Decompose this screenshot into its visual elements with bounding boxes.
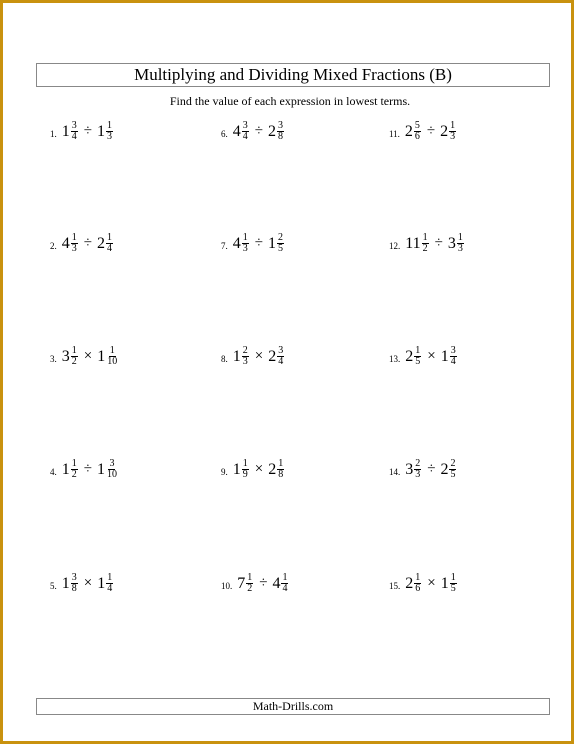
whole-number: 2: [440, 460, 449, 478]
whole-number: 1: [61, 574, 70, 592]
fraction: [281, 573, 288, 594]
numerator: 1: [415, 572, 421, 583]
problem-number: 8.: [221, 353, 228, 364]
operator-symbol: ÷: [83, 235, 92, 251]
whole-number: 3: [405, 460, 414, 478]
denominator: 2: [71, 356, 77, 367]
whole-number: 1: [232, 347, 241, 365]
problem-item: [389, 459, 457, 480]
numerator: 2: [450, 458, 456, 469]
denominator: 3: [457, 243, 463, 254]
numerator: 2: [415, 458, 421, 469]
denominator: 3: [71, 243, 77, 254]
whole-number: 1: [96, 122, 105, 140]
fraction: [242, 233, 249, 254]
whole-number: 1: [61, 122, 70, 140]
operator-symbol: ×: [83, 575, 93, 591]
denominator: 4: [106, 243, 112, 254]
operator-symbol: ÷: [254, 123, 263, 139]
fraction: [414, 459, 421, 480]
numerator: 1: [107, 572, 113, 583]
whole-number: 2: [440, 122, 449, 140]
denominator: 6: [414, 131, 420, 142]
whole-number: 1: [96, 460, 105, 478]
fraction: [106, 459, 118, 480]
whole-number: 2: [268, 347, 277, 365]
denominator: 2: [71, 469, 77, 480]
whole-number: 1: [97, 347, 106, 365]
problem-item: [389, 233, 465, 254]
numerator: 1: [106, 120, 112, 131]
operator-symbol: ÷: [83, 461, 92, 477]
numerator: 1: [242, 232, 248, 243]
fraction: [106, 233, 113, 254]
numerator: 1: [109, 345, 115, 356]
denominator: 3: [415, 469, 421, 480]
numerator: 1: [457, 232, 463, 243]
problem-item: [50, 573, 114, 594]
fraction: [106, 121, 113, 142]
whole-number: 3: [61, 347, 70, 365]
denominator: 5: [277, 243, 283, 254]
denominator: 6: [415, 583, 421, 594]
problem-item: [221, 573, 289, 594]
fraction: [71, 346, 78, 367]
denominator: 8: [278, 469, 284, 480]
whole-number: 3: [447, 234, 456, 252]
whole-number: 4: [61, 234, 70, 252]
denominator: 2: [422, 243, 428, 254]
fraction: [414, 346, 421, 367]
problem-number: 15.: [389, 580, 401, 591]
fraction: [449, 121, 456, 142]
operator-symbol: ×: [427, 575, 436, 591]
problem-item: [50, 233, 114, 254]
fraction: [277, 346, 284, 367]
whole-number: 2: [267, 122, 276, 140]
operator-symbol: ÷: [259, 575, 268, 591]
operator-symbol: ÷: [83, 123, 92, 139]
fraction: [106, 573, 113, 594]
operator-symbol: ×: [83, 348, 93, 364]
fraction: [242, 121, 249, 142]
denominator: 3: [106, 131, 112, 142]
fraction: [246, 573, 253, 594]
worksheet-title: Multiplying and Dividing Mixed Fractions (B): [36, 63, 550, 87]
problem-number: 13.: [389, 353, 401, 364]
numerator: 1: [71, 232, 77, 243]
instructions: Find the value of each expression in lowest terms.: [169, 94, 411, 108]
whole-number: 7: [237, 574, 246, 592]
problem-item: [50, 346, 119, 367]
denominator: 8: [71, 583, 77, 594]
denominator: 10: [106, 469, 117, 480]
denominator: 5: [415, 356, 421, 367]
denominator: 3: [450, 131, 456, 142]
denominator: 4: [450, 356, 456, 367]
problem-item: [389, 573, 458, 594]
whole-number: 2: [96, 234, 105, 252]
fraction: [449, 459, 456, 480]
numerator: 1: [422, 232, 428, 243]
denominator: 4: [107, 583, 113, 594]
problem-number: 4.: [50, 466, 57, 477]
numerator: 1: [450, 572, 456, 583]
operator-symbol: ÷: [254, 235, 263, 251]
numerator: 3: [450, 345, 456, 356]
numerator: 2: [277, 232, 283, 243]
problem-item: [221, 346, 285, 367]
whole-number: 11: [405, 234, 421, 252]
whole-number: 2: [404, 122, 413, 140]
footer-site-name: Math-Drills.com: [36, 698, 550, 715]
whole-number: 1: [61, 460, 70, 478]
problem-number: 7.: [221, 240, 228, 251]
fraction: [242, 459, 249, 480]
denominator: 5: [450, 469, 456, 480]
whole-number: 2: [268, 460, 277, 478]
fraction: [242, 346, 249, 367]
problem-item: [221, 121, 285, 142]
whole-number: 4: [272, 574, 281, 592]
fraction: [277, 233, 284, 254]
problem-item: [389, 121, 457, 142]
numerator: 2: [242, 345, 248, 356]
numerator: 3: [242, 120, 248, 131]
whole-number: 1: [97, 574, 106, 592]
numerator: 3: [109, 458, 115, 469]
whole-number: 1: [440, 347, 449, 365]
fraction: [71, 573, 78, 594]
numerator: 5: [414, 120, 420, 131]
denominator: 4: [282, 583, 288, 594]
problem-number: 14.: [389, 466, 401, 477]
whole-number: 4: [232, 234, 241, 252]
fraction: [277, 459, 284, 480]
denominator: 3: [242, 243, 248, 254]
fraction: [277, 121, 284, 142]
operator-symbol: ÷: [434, 235, 443, 251]
numerator: 1: [106, 232, 112, 243]
operator-symbol: ×: [427, 348, 436, 364]
problem-number: 6.: [221, 128, 228, 139]
fraction: [450, 346, 457, 367]
operator-symbol: ÷: [427, 461, 436, 477]
fraction: [422, 233, 429, 254]
whole-number: 1: [232, 460, 241, 478]
whole-number: 4: [232, 122, 241, 140]
problem-item: [221, 233, 285, 254]
numerator: 3: [278, 345, 284, 356]
denominator: 4: [242, 131, 248, 142]
fraction: [106, 346, 118, 367]
numerator: 1: [282, 572, 288, 583]
fraction: [414, 573, 421, 594]
operator-symbol: ×: [254, 348, 264, 364]
problem-number: 5.: [50, 580, 57, 591]
denominator: 3: [242, 356, 248, 367]
problem-number: 12.: [389, 240, 401, 251]
numerator: 1: [278, 458, 284, 469]
fraction: [71, 459, 78, 480]
problem-item: [389, 346, 458, 367]
problem-number: 10.: [221, 580, 233, 591]
numerator: 1: [71, 345, 77, 356]
denominator: 10: [107, 356, 118, 367]
problem-number: 1.: [50, 128, 57, 139]
fraction: [450, 573, 457, 594]
numerator: 1: [247, 572, 253, 583]
numerator: 3: [71, 120, 77, 131]
denominator: 9: [242, 469, 248, 480]
fraction: [414, 121, 421, 142]
problem-number: 11.: [389, 128, 400, 139]
denominator: 4: [71, 131, 77, 142]
problem-number: 3.: [50, 353, 57, 364]
numerator: 1: [71, 458, 77, 469]
denominator: 2: [247, 583, 253, 594]
whole-number: 1: [440, 574, 449, 592]
denominator: 5: [450, 583, 456, 594]
operator-symbol: ×: [254, 461, 264, 477]
numerator: 3: [277, 120, 283, 131]
fraction: [71, 233, 78, 254]
whole-number: 2: [405, 347, 414, 365]
whole-number: 1: [267, 234, 276, 252]
problem-item: [50, 459, 119, 480]
operator-symbol: ÷: [426, 123, 436, 139]
problem-number: 9.: [221, 466, 228, 477]
denominator: 8: [277, 131, 283, 142]
numerator: 3: [71, 572, 77, 583]
numerator: 1: [242, 458, 248, 469]
problem-item: [221, 459, 285, 480]
denominator: 4: [278, 356, 284, 367]
numerator: 1: [415, 345, 421, 356]
whole-number: 2: [405, 574, 414, 592]
problem-number: 2.: [50, 240, 57, 251]
fraction: [71, 121, 78, 142]
numerator: 1: [450, 120, 456, 131]
problem-item: [50, 121, 114, 142]
fraction: [457, 233, 464, 254]
